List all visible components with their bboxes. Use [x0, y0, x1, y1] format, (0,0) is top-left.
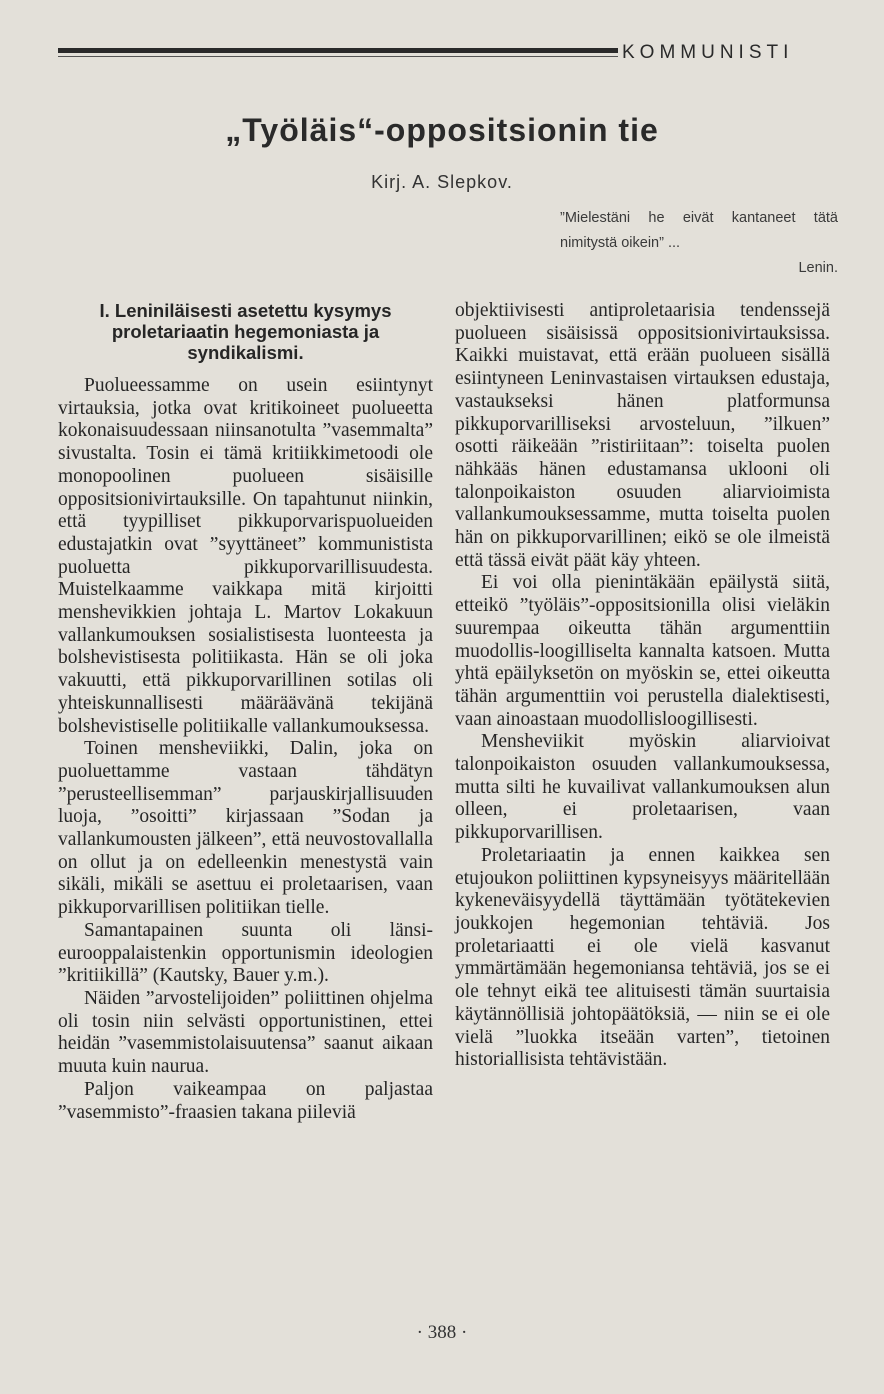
article-title: „Työläis“-oppositsionin tie	[225, 112, 659, 148]
paragraph: Paljon vaikeampaa on paljastaa ”vasemmisto”-fraasien takana piileviä	[58, 1078, 433, 1123]
header-rule	[58, 46, 618, 60]
paragraph: Mensheviikit myöskin aliarvioivat talonpoikaiston osuuden vallankumouksessa, mutta silti he kuvailivat vallankumouksen alun olleen, ei proletaarisen, vaan pikkuporvarillisen.	[455, 731, 830, 844]
epigraph-text: ”Mielestäni he eivät kantaneet tätä nimitystä oikein” ...	[560, 210, 838, 251]
paragraph: Näiden ”arvostelijoiden” poliittinen ohjelma oli tosin niin selvästi opportunistinen, ettei heidän ”vasemmistolaisuutensa” saanut aikaan muuta kuin naurua.	[58, 987, 433, 1078]
left-column	[58, 300, 433, 1124]
paragraph: Proletariaatin ja ennen kaikkea sen etujoukon poliittinen kypsyneisyys määritellään kykeneväisyydellä täyttämään työtätekevien joukkojen hegemonian tehtäviä. Jos proletariaatti ei ole vielä kasvanut ymmärtämään hegemoniansa tehtäviä, jos se ei ole tehnyt eikä tee alituisesti tämän suurtaisia käytännöllisiä johtopäätöksiä, — niin se ei ole vielä ”luokka itseään varten”, tietoinen historiallisista tehtävistään.	[455, 844, 830, 1071]
paragraph: Toinen mensheviikki, Dalin, joka on puoluettamme vastaan tähdätyn ”perusteellisemman” parjauskirjallisuuden luoja, ”osoitti” kirjassaan ”Sodan ja vallankumousten jälkeen”, että neuvostovallalla on ollut ja on edelleenkin menestystä vain sikäli, mikäli se asettuu ei proletaarisen, vaan pikkuporvarillisen politiikan tielle.	[58, 738, 433, 919]
header-rule-thick	[58, 48, 618, 53]
section-heading: I. Leniniläisesti asetettu kysymys proletariaatin hegemoniasta ja syndikalismi.	[99, 300, 392, 363]
paragraph: objektiivisesti antiproletaarisia tendenssejä puolueen sisäisissä oppositsionivirtauksissa. Kaikki muistavat, että erään puolueen sisällä esiintyneen Leninvastaisen virtauksen edustaja, vastaukseksi hänen platformunsa pikkuporvarilliseksi arvosteluun, ”ilkuen” osotti räikeään ”ristiriitaan”: toiselta puolen nähkääs hänen edustamansa uklooni oli talonpoikaiston osuuden aliarvioimista vallankumouksessamme, mutta toiselta puolen hän on pikkuporvarillinen; eikö se ole ilmeistä että tässä eivät päät käy yhteen.	[455, 300, 830, 571]
header-rule-thin	[58, 56, 618, 57]
running-head: KOMMUNISTI	[622, 42, 794, 63]
right-column	[455, 300, 830, 1072]
page-number: · 388 ·	[416, 1322, 468, 1343]
paragraph: Samantapainen suunta oli länsi-eurooppalaistenkin opportunismin ideologien ”kritiikillä” (Kautsky, Bauer y.m.).	[58, 919, 433, 987]
epigraph	[560, 206, 838, 281]
author-line: Kirj. A. Slepkov.	[371, 172, 513, 192]
paragraph: Ei voi olla pienintäkään epäilystä siitä, etteikö ”työläis”-oppositsionilla olisi vieläkin suurempaa oikeutta tähän argumenttiin muodollis-loogilliselta kannalta katsoen. Mutta yhtä epäilyksetön on myöskin se, ettei oikeutta tähän argumenttiin voi perustella dialektisesti, vaan ainoastaan muodollisloogillisesti.	[455, 572, 830, 730]
paragraph: Puolueessamme on usein esiintynyt virtauksia, jotka ovat kritikoineet puolueetta kokonaisuudessaan niinsanotulta ”vasemmalta” sivustalta. Tosin ei tämä kritiikkimetoodi ole monopoolinen puolueen sisäisille oppositsionivirtauksille. On tapahtunut niinkin, että tyypilliset pikkuporvarispuolueiden edustajatkin ovat ”syyttäneet” kommunistista puoluetta pikkuporvarillisuudesta. Muistelkaamme vaikkapa mitä kirjoitti menshevikkien johtaja L. Martov Lokakuun vallankumouksen sosialistisesta luonteesta ja bolshevistisesta politiikasta. Hän se oli joka vakuutti, että pikkuporvarillinen sotilas oli yhteiskunnallisesti määräävänä tekijänä bolshevistiselle politiikalle vallankumouksessa.	[58, 375, 433, 737]
epigraph-source: Lenin.	[798, 260, 838, 276]
